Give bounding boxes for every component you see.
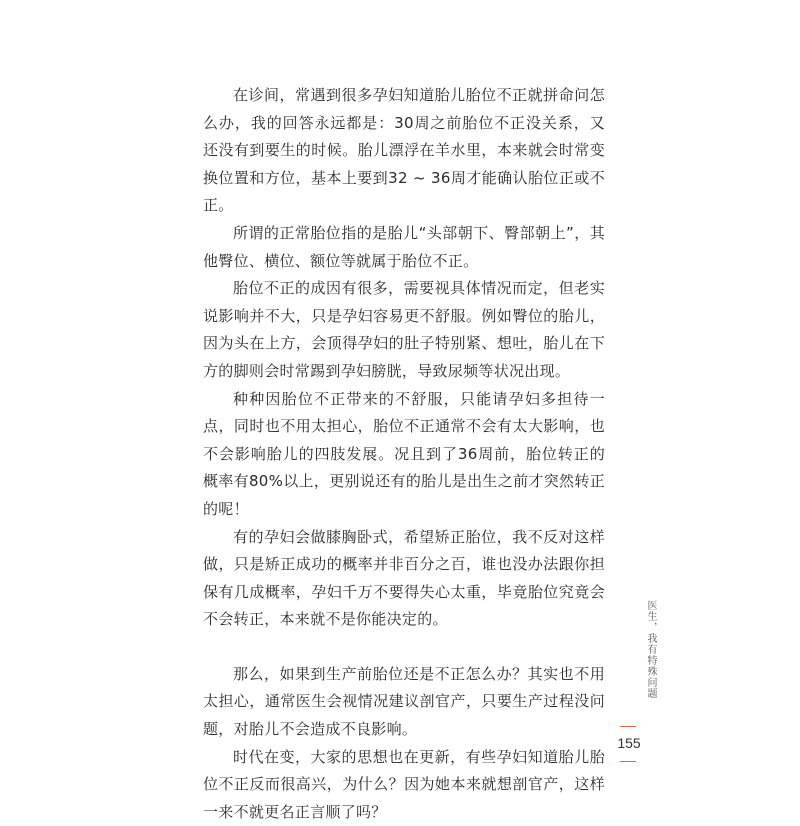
paragraph: 胎位不正的成因有很多，需要视具体情况而定，但老实说影响并不大，只是孕妇容易更不舒服。例如臀位的胎儿，因为头在上方，会顶得孕妇的肚子特别紧、想吐，胎儿在下方的脚则会时常踢到孕妇膀胱，导致尿频等状况出现。 bbox=[203, 279, 605, 380]
body-text bbox=[203, 82, 605, 826]
section-gap bbox=[203, 634, 605, 661]
page-number-rule-bottom bbox=[620, 761, 636, 762]
paragraph: 有的孕妇会做膝胸卧式，希望矫正胎位，我不反对这样做，只是矫正成功的概率并非百分之百，谁也没办法跟你担保有几成概率，孕妇千万不要得失心太重，毕竟胎位究竟会不会转正，本来就不是你能决定的。 bbox=[203, 527, 605, 629]
running-title: 医生，我有特殊问题 bbox=[645, 600, 656, 699]
paragraph: 那么，如果到生产前胎位还是不正怎么办？其实也不用太担心，通常医生会视情况建议剖官产，只要生产过程没问题，对胎儿不会造成不良影响。 bbox=[203, 664, 605, 739]
paragraph: 在诊间，常遇到很多孕妇知道胎儿胎位不正就拼命问怎么办，我的回答永远都是：30周之前胎位不正没关系，又还没有到要生的时候。胎儿漂浮在羊水里，本来就会时常变换位置和方位，基本上要到32 ~ 36周才能确认胎位正或不正。 bbox=[203, 86, 605, 215]
page-number: 155 bbox=[617, 735, 641, 751]
page-number-rule-top bbox=[620, 726, 636, 727]
paragraph: 所谓的正常胎位指的是胎儿“头部朝下、臀部朝上”，其他臀位、横位、额位等就属于胎位不正。 bbox=[203, 223, 605, 270]
paragraph: 种种因胎位不正带来的不舒服，只能请孕妇多担待一点，同时也不用太担心，胎位不正通常不会有太大影响，也不会影响胎儿的四肢发展。况且到了36周前，胎位转正的概率有80%以上，更别说还有的胎儿是出生之前才突然转正的呢！ bbox=[203, 389, 605, 518]
paragraph: 时代在变，大家的思想也在更新，有些孕妇知道胎儿胎位不正反而很高兴，为什么？因为她本来就想剖官产，这样一来不就更名正言顺了吗？ bbox=[203, 747, 605, 821]
